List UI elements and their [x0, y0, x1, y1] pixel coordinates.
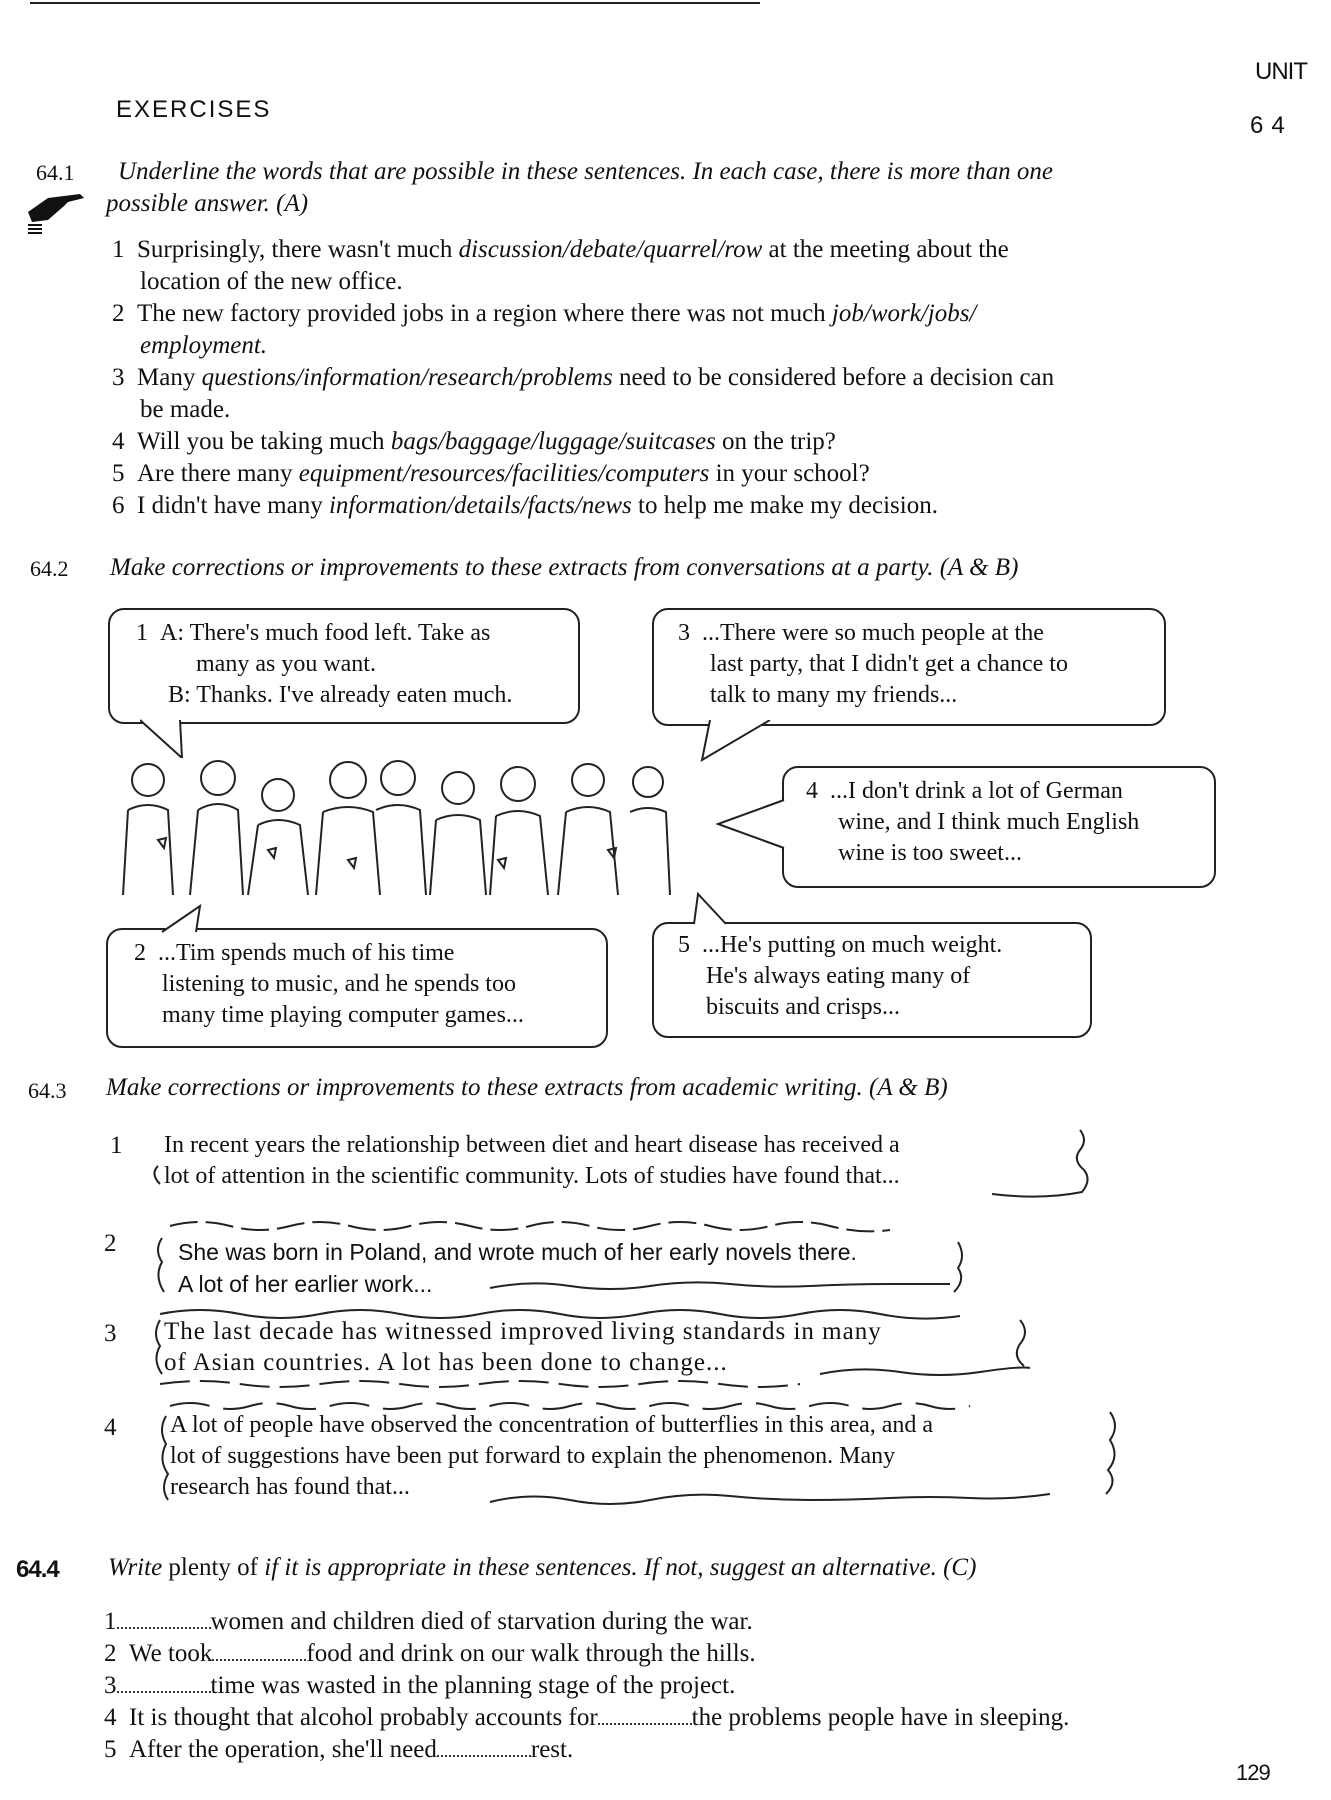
bubble-tail: [700, 720, 780, 762]
speech-bubble: 3 ...There were so much people at the last party, that I didn't get a chance to talk to many my friends...: [652, 608, 1166, 726]
exercise-number: 64.4: [16, 1556, 59, 1583]
list-item: 2 The new factory provided jobs in a region where there was not much job/work/jobs/: [112, 300, 977, 327]
list-item: 5 After the operation, she'll need rest.: [104, 1736, 574, 1763]
exercise-list: [112, 234, 1222, 522]
list-item: 5 Are there many equipment/resources/facilities/computers in your school?: [112, 460, 870, 487]
torn-paper-border: [150, 1300, 1040, 1400]
list-item: 6 I didn't have many information/details/facts/news to help me make my decision.: [112, 492, 938, 519]
extract-number: 4: [104, 1414, 117, 1441]
exercise-instruction: Underline the words that are possible in these sentences. In each case, there is more than one: [118, 158, 1053, 185]
extract-number: 2: [104, 1230, 117, 1257]
exercise-instruction: Make corrections or improvements to these extracts from conversations at a party. (A & B): [110, 554, 1019, 581]
bubble-tail: [690, 892, 730, 926]
extract-number: 3: [104, 1320, 117, 1347]
exercise-instruction: Make corrections or improvements to these extracts from academic writing. (A & B): [106, 1074, 948, 1101]
list-item: 3 Many questions/information/research/problems need to be considered before a decision can: [112, 364, 1055, 391]
torn-paper-border: [150, 1128, 1100, 1204]
speech-bubble: 4 ...I don't drink a lot of German wine, and I think much English wine is too sweet...: [782, 766, 1216, 888]
blank-answer-line[interactable]: [212, 1659, 306, 1661]
blank-answer-line[interactable]: [437, 1755, 531, 1757]
academic-extract: She was born in Poland, and wrote much of her early novels there. A lot of her earlier work...: [178, 1239, 857, 1297]
exercise-list: [104, 1606, 1069, 1766]
list-item: 1 Surprisingly, there wasn't much discussion/debate/quarrel/row at the meeting about the: [112, 236, 1009, 263]
bubble-tail: [716, 798, 786, 852]
exercise-number: 64.2: [30, 556, 69, 581]
list-item-continued: employment.: [140, 332, 268, 359]
unit-number: 64: [1250, 112, 1293, 139]
page-number: 129: [1236, 1760, 1270, 1785]
torn-paper-border: [150, 1396, 1130, 1526]
academic-extract: The last decade has witnessed improved living standards in many of Asian countries. A lot has been done to change...: [164, 1318, 882, 1376]
list-item: 2 We took food and drink on our walk through the hills.: [104, 1640, 756, 1667]
speech-bubble: 1 A: There's much food left. Take as many as you want. B: Thanks. I've already eaten much.: [108, 608, 580, 724]
list-item-continued: be made.: [140, 396, 231, 423]
list-item: 3 time was wasted in the planning stage of the project.: [104, 1672, 736, 1699]
bubble-tail: [160, 904, 210, 934]
academic-extract: In recent years the relationship between diet and heart disease has received a lot of attention in the scientific community. Lots of studies have found that...: [164, 1132, 900, 1189]
party-guests-illustration: [118, 750, 673, 900]
list-item: 4 It is thought that alcohol probably accounts for the problems people have in sleeping.: [104, 1704, 1070, 1731]
speech-bubble: 5 ...He's putting on much weight. He's always eating many of biscuits and crisps...: [652, 922, 1092, 1038]
speech-bubble: 2 ...Tim spends much of his time listening to music, and he spends too many time playing computer games...: [106, 928, 608, 1048]
list-item: 1 women and children died of starvation during the war.: [104, 1608, 753, 1635]
pointing-hand-icon: [24, 190, 88, 238]
blank-answer-line[interactable]: [117, 1691, 211, 1693]
exercise-number: 64.1: [36, 160, 75, 185]
exercise-instruction: Write plenty of if it is appropriate in these sentences. If not, suggest an alternative. (C): [108, 1554, 977, 1581]
torn-paper-border: [150, 1208, 970, 1308]
top-rule: [30, 2, 760, 4]
blank-answer-line[interactable]: [117, 1627, 211, 1629]
blank-answer-line[interactable]: [598, 1723, 692, 1725]
unit-label: UNIT: [1255, 58, 1307, 85]
section-title: EXERCISES: [116, 96, 272, 123]
extract-number: 1: [110, 1132, 123, 1159]
exercise-instruction: possible answer. (A): [106, 190, 309, 217]
exercise-number: 64.3: [28, 1078, 67, 1103]
list-item: 4 Will you be taking much bags/baggage/luggage/suitcases on the trip?: [112, 428, 836, 455]
academic-extract: A lot of people have observed the concentration of butterflies in this area, and a lot of suggestions have been put forward to explain the phenomenon. Many research has found that...: [170, 1412, 934, 1500]
list-item-continued: location of the new office.: [140, 268, 403, 295]
